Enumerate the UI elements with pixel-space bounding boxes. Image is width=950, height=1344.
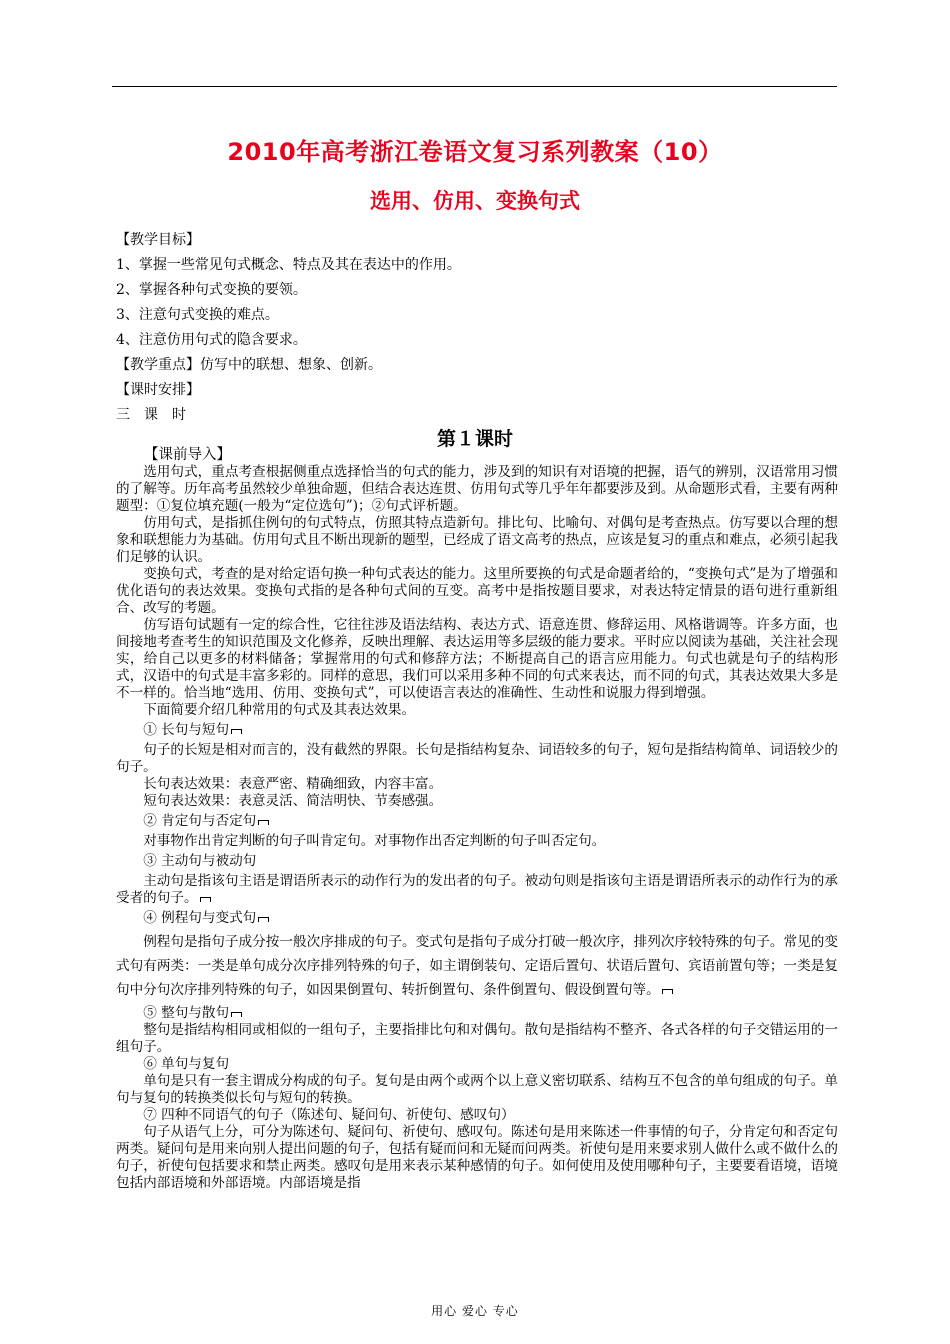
schedule-value: 三 课 时 bbox=[116, 407, 186, 423]
paragraph: 长句表达效果：表意严密、精确细致，内容丰富。 bbox=[143, 776, 443, 792]
paragraph: 仿用句式，是指抓住例句的句式特点，仿照其特点造新句。排比句、比喻句、对偶句是考查热点。仿写要以合理的想象和联想能力为基础。仿用句式且不断出现新的题型，已经成了语文高考的热点，应该是复习的重点和难点，必须引起我们足够的认识。 bbox=[116, 515, 838, 565]
edit-mark-icon bbox=[258, 917, 269, 922]
paragraph: 下面简要介绍几种常用的句式及其表达效果。 bbox=[143, 702, 416, 718]
paragraph: 选用句式，重点考查根据侧重点选择恰当的句式的能力，涉及到的知识有对语境的把握，语气的辨别，汉语常用习惯的了解等。历年高考虽然较少单独命题，但结合表达连贯、仿用句式等几乎年年都要涉及到。从命题形式看，主要有两种题型：①复位填充题(一般为“定位选句”)；②句式评析题。 bbox=[116, 464, 838, 514]
paragraph: 对事物作出肯定判断的句子叫肯定句。对事物作出否定判断的句子叫否定句。 bbox=[143, 833, 606, 849]
header-rule bbox=[112, 86, 837, 87]
section-heading: ③ 主动句与被动句 bbox=[143, 853, 257, 869]
edit-mark-icon bbox=[231, 1012, 242, 1017]
document-subtitle: 选用、仿用、变换句式 bbox=[370, 189, 580, 213]
paragraph: 变换句式，考查的是对给定语句换一种句式表达的能力。这里所要换的句式是命题者给的，“变换句式”是为了增强和优化语句的表达效果。变换句式指的是各种句式间的互变。高考中是指按题目要求，对表达特定情景的语句进行重新组合、改写的考题。 bbox=[116, 566, 838, 616]
paragraph: 整句是指结构相同或相似的一组句子，主要指排比句和对偶句。散句是指结构不整齐、各式各样的句子交错运用的一组句子。 bbox=[116, 1022, 838, 1055]
lesson-title: 第１课时 bbox=[436, 428, 513, 450]
schedule-heading: 【课时安排】 bbox=[116, 382, 200, 398]
goal-item: 1、掌握一些常见句式概念、特点及其在表达中的作用。 bbox=[116, 257, 461, 273]
teaching-goals bbox=[116, 228, 836, 428]
goal-item: 4、注意仿用句式的隐含要求。 bbox=[116, 332, 307, 348]
edit-mark-icon bbox=[200, 897, 211, 902]
key-points: 【教学重点】仿写中的联想、想象、创新。 bbox=[116, 357, 382, 373]
goal-item: 2、掌握各种句式变换的要领。 bbox=[116, 282, 307, 298]
paragraph: 句子从语气上分，可分为陈述句、疑问句、祈使句、感叹句。陈述句是用来陈述一件事情的句子，分肯定句和否定句两类。疑问句是用来向别人提出问题的句子，包括有疑而问和无疑而问两类。祈使句是用来要求别人做什么或不做什么的句子，祈使句包括要求和禁止两类。感叹句是用来表示某种感情的句子。如何使用及使用哪种句子，主要要看语境，语境包括内部语境和外部语境。内部语境是指 bbox=[116, 1124, 838, 1191]
paragraph: 单句是只有一套主谓成分构成的句子。复句是由两个或两个以上意义密切联系、结构互不包含的单句组成的句子。单句与复句的转换类似长句与短句的转换。 bbox=[116, 1073, 838, 1106]
section-heading: ⑥ 单句与复句 bbox=[143, 1056, 230, 1072]
edit-mark-icon bbox=[258, 820, 269, 825]
intro-heading: 【课前导入】 bbox=[144, 447, 231, 463]
page-footer: 用心 爱心 专心 bbox=[431, 1304, 519, 1318]
goal-item: 3、注意句式变换的难点。 bbox=[116, 307, 279, 323]
document-title: 2010年高考浙江卷语文复习系列教案（10） bbox=[227, 138, 723, 166]
section-heading: ① 长句与短句 bbox=[116, 722, 838, 739]
section-heading: ⑤ 整句与散句 bbox=[116, 1005, 838, 1022]
paragraph: 句子的长短是相对而言的，没有截然的界限。长句是指结构复杂、词语较多的句子，短句是指结构简单、词语较少的句子。 bbox=[116, 742, 838, 775]
section-heading: ② 肯定句与否定句 bbox=[116, 813, 838, 830]
edit-mark-icon bbox=[231, 729, 242, 734]
paragraph: 仿写语句试题有一定的综合性，它往往涉及语法结构、表达方式、语意连贯、修辞运用、风格谐调等。许多方面，也间接地考查考生的知识范围及文化修养，反映出理解、表达运用等多层级的能力要求。平时应以阅读为基础，关注社会现实，给自己以更多的材料储备；掌握常用的句式和修辞方法；不断提高自己的语言应用能力。句式也就是句子的结构形式，汉语中的句式是丰富多彩的。同样的意思，我们可以采用多种不同的句式来表达，而不同的句式，其表达效果大多是不一样的。恰当地“选用、仿用、变换句式”，可以使语言表达的准确性、生动性和说服力得到增强。 bbox=[116, 617, 838, 701]
section-heading: ⑦ 四种不同语气的句子（陈述句、疑问句、祈使句、感叹句） bbox=[143, 1107, 515, 1123]
section-heading: ④ 例程句与变式句 bbox=[116, 910, 838, 927]
paragraph: 主动句是指该句主语是谓语所表示的动作行为的发出者的句子。被动句则是指该句主语是谓语所表示的动作行为的承受者的句子。 bbox=[116, 873, 838, 906]
lesson-body bbox=[116, 447, 838, 1192]
paragraph: 短句表达效果：表意灵活、简洁明快、节奏感强。 bbox=[143, 793, 443, 809]
paragraph: 例程句是指句子成分按一般次序排成的句子。变式句是指句子成分打破一般次序，排列次序较特殊的句子。常见的变式句有两类：一类是单句成分次序排列特殊的句子，如主谓倒装句、定语后置句、状语后置句、宾语前置句等；一类是复句中分句次序排列特殊的句子，如因果倒置句、转折倒置句、条件倒置句、假设倒置句等。 bbox=[116, 934, 838, 998]
edit-mark-icon bbox=[662, 989, 673, 994]
goals-heading: 【教学目标】 bbox=[116, 232, 200, 248]
